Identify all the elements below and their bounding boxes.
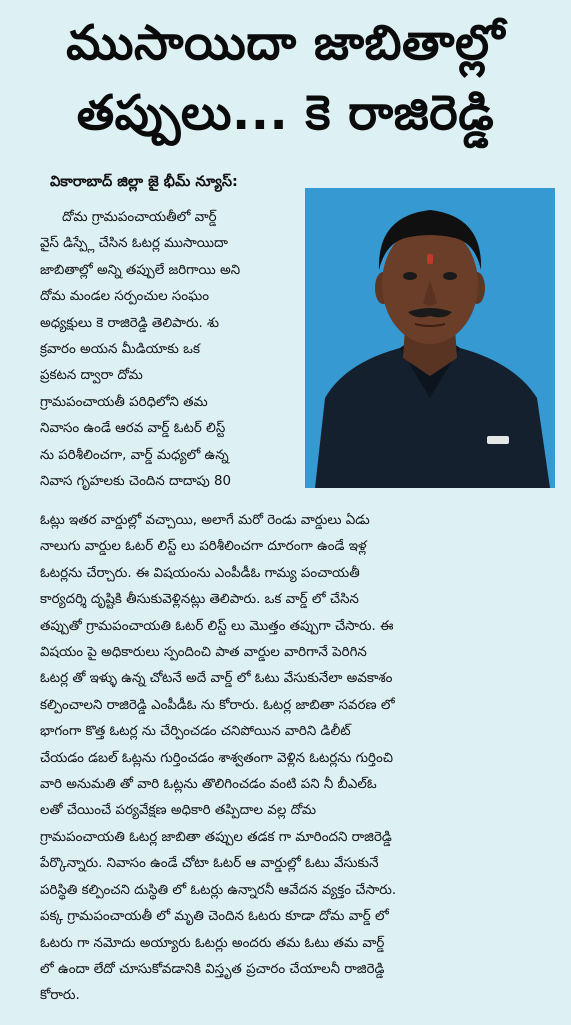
column-line: అధ్యక్షులు కె రాజిరెడ్డి తెలిపారు. శు xyxy=(40,315,220,331)
body-line: లో ఉందా లేదో చూసుకోవడానికి విస్తృత ప్రచారం చేయాలనీ రాజిరెడ్డి xyxy=(40,961,385,977)
body-line: ఓటరు గా నమోదు అయ్యారు ఓటర్లు అందరు తమ ఓటు తమ వార్డ్ xyxy=(40,935,385,951)
body-line: విషయం పై అధికారులు స్పందించి పాత వార్డుల వారిగానే పెరిగిన xyxy=(40,645,367,661)
body-line: పరిస్థితి కల్పించని దుస్థితి లో ఓటర్లు ఉన్నారనీ ఆవేదన వ్యక్తం చేసారు. xyxy=(40,882,397,898)
body-line: వారి అనుమతి తో వారి ఓట్లను తొలిగించడం వంటి పని నీ బీఎల్ఓ xyxy=(40,777,377,793)
headline-line-2: తప్పులు... కె రాజిరెడ్డి xyxy=(76,85,495,141)
byline: వికారాబాద్ జిల్లా జై భీమ్ న్యూస్: xyxy=(50,174,238,190)
column-line: దోమ మండల సర్పంచుల సంఘం xyxy=(40,289,210,305)
column-line: జాబితాల్లో అన్ని తప్పులే జరిగాయి అని xyxy=(40,262,241,278)
article-column-text xyxy=(40,205,300,495)
headline-line-1: ముసాయిదా జాబితాల్లో xyxy=(66,15,505,71)
body-line: భాగంగా కొత్త ఓటర్ల ను చేర్పించడం చనిపోయిన వారిని డిలీట్ xyxy=(40,724,351,740)
portrait-illustration xyxy=(305,188,555,488)
body-line: ఓట్లు ఇతర వార్డుల్లో వచ్చాయి, అలాగే మరో రెండు వార్డులు ఏడు xyxy=(40,513,370,528)
body-line: చేయడం డబల్ ఓట్లను గుర్తించడం శాశ్వతంగా వెళ్లిన ఓటర్లను గుర్తించి xyxy=(40,750,394,766)
column-line: ప్రకటన ద్వారా దోమ xyxy=(40,368,143,384)
column-line: దోమ గ్రామపంచాయతీలో వార్డ్ xyxy=(62,210,217,225)
column-line: నివాసం ఉండే ఆరవ వార్డ్ ఓటర్ లిస్ట్ xyxy=(40,421,226,437)
body-line: ఓటర్ల తో ఇళ్ళు ఉన్న చోటనే అదే వార్డ్ లో ఓటు వేసుకునేలా అవకాశం xyxy=(40,671,393,687)
body-line: కార్యదర్శి దృష్టికి తీసుకువెళ్లినట్లు తెలిపారు. ఒక వార్డ్ లో చేసిన xyxy=(40,592,359,608)
column-line: ను పరిశీలించగా, వార్డ్ మధ్యలో ఉన్న xyxy=(40,447,229,463)
body-line: ఓటర్లను చేర్చారు. ఈ విషయంను ఎంపీడీఓ గామ్య పంచాయతీ xyxy=(40,565,360,581)
body-line: నాలుగు వార్డుల ఓటర్ లిస్ట్ లు పరిశీలించగా దూరంగా ఉండే ఇళ్ల xyxy=(40,539,367,555)
portrait-photo xyxy=(305,188,555,488)
body-line: కల్పించాలని రాజిరెడ్డి ఎంపీడీఓ ను కోరారు. ఓటర్ల జాబితా సవరణ లో xyxy=(40,697,395,713)
column-line: క్రవారం అయన మీడియాకు ఒక xyxy=(40,342,200,358)
column-line: గ్రామపంచాయతీ పరిధిలోని తమ xyxy=(40,394,208,410)
body-line: పక్క గ్రామపంచాయతీ లో మృతి చెందిన ఓటరు కూడా దోమ వార్డ్ లో xyxy=(40,909,389,925)
body-line: తప్పుతో గ్రామపంచాయతి ఓటర్ లిస్ట్ లు మొత్తం తప్పుగా చేసారు. ఈ xyxy=(40,618,394,634)
column-line: నివాస గృహలకు చెందిన దాదాపు 80 xyxy=(40,474,232,490)
column-line: వైస్ డిస్ప్లే చేసిన ఓటర్ల ముసాయిదా xyxy=(40,236,228,252)
body-line: పేర్కొన్నారు. నివాసం ఉండే చోటా ఓటర్ ఆ వార్డుల్లో ఓటు వేసుకునే xyxy=(40,856,379,872)
body-line: లతో చేయించే పర్యవేక్షణ అధికారి తప్పిదాల వల్ల దోమ xyxy=(40,803,317,819)
headline xyxy=(0,8,571,148)
body-line: కోరారు. xyxy=(40,988,80,1004)
article-full-width-text xyxy=(40,508,540,1010)
body-line: గ్రామపంచాయతి ఓటర్ల జాబితా తప్పుల తడక గా మారిందని రాజిరెడ్డి xyxy=(40,829,392,845)
